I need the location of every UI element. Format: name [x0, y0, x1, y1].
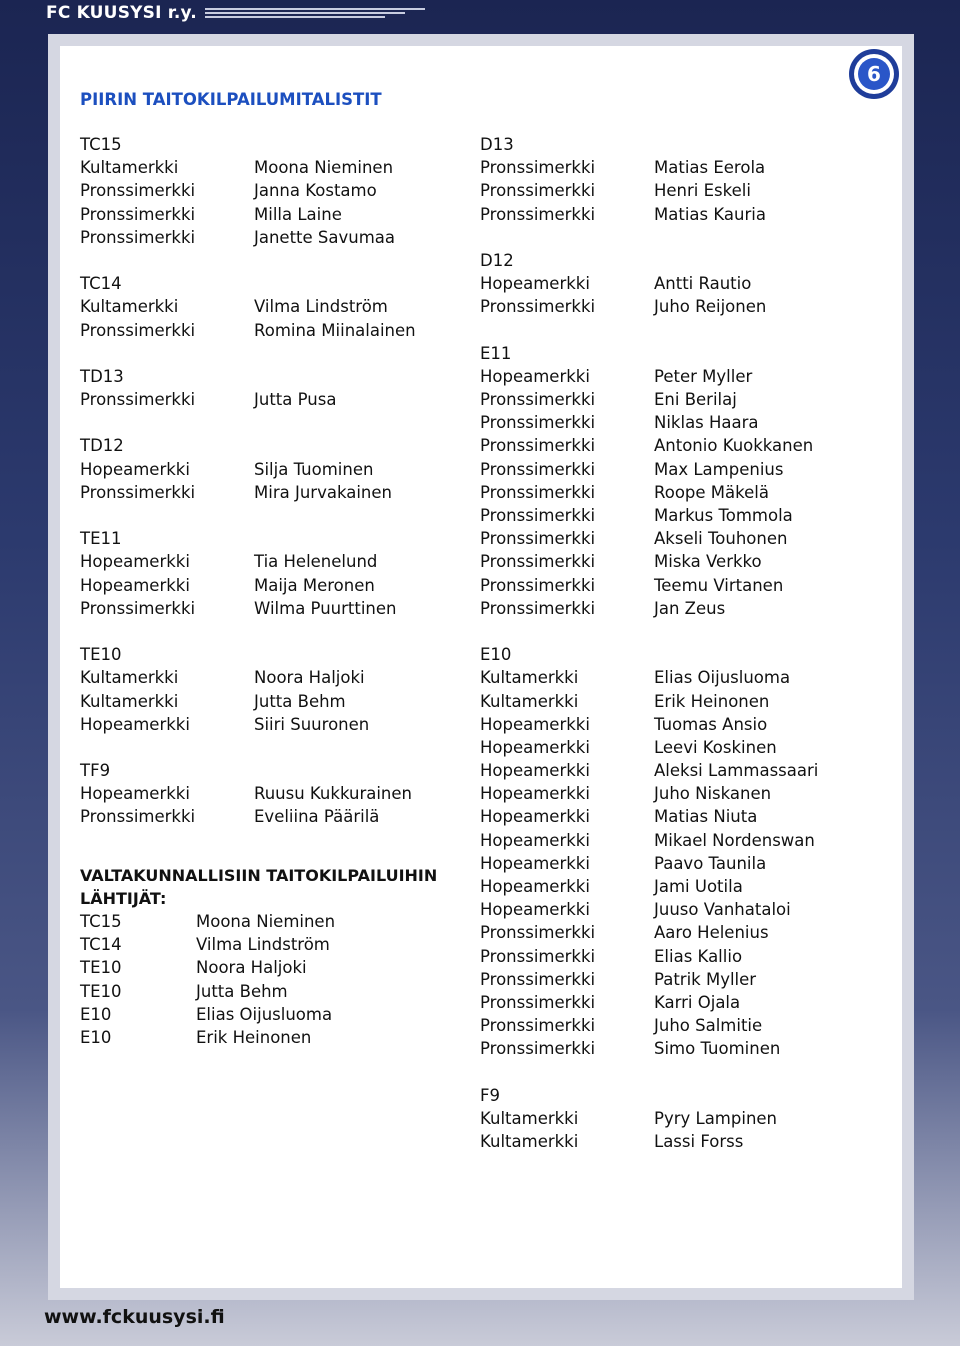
national-name: Erik Heinonen	[196, 1027, 312, 1047]
medal-row	[80, 458, 460, 481]
medal-type: Pronssimerkki	[480, 459, 596, 479]
group-spacer	[80, 620, 460, 643]
medal-row	[80, 713, 460, 736]
medal-row	[480, 295, 900, 318]
medal-type: Pronssimerkki	[480, 529, 596, 549]
player-name: Patrik Myller	[654, 969, 757, 989]
medal-type: Kultamerkki	[80, 158, 179, 178]
player-name: Aleksi Lammassaari	[654, 761, 819, 781]
player-name: Milla Laine	[254, 204, 342, 224]
national-category: TE10	[80, 981, 122, 1001]
player-name: Tia Helenelund	[254, 552, 378, 572]
player-name: Matias Eerola	[654, 158, 766, 178]
category-heading: E11	[480, 343, 512, 363]
medal-type: Hopeamerkki	[480, 877, 590, 896]
brand-name: FC KUUSYSI r.y.	[46, 3, 197, 23]
medal-row	[480, 921, 900, 944]
group-spacer	[480, 620, 900, 643]
player-name: Jami Uotila	[654, 877, 743, 896]
category-heading: TF9	[80, 761, 111, 781]
medal-row	[480, 1107, 900, 1130]
player-name: Juuso Vanhataloi	[654, 900, 791, 920]
medal-row	[480, 898, 900, 921]
group-spacer	[480, 319, 900, 342]
club-logo	[848, 48, 900, 100]
medal-type: Pronssimerkki	[80, 181, 196, 201]
medal-type: Pronssimerkki	[480, 390, 596, 410]
player-name: Janna Kostamo	[254, 181, 377, 201]
medal-row	[480, 736, 900, 759]
medal-type: Pronssimerkki	[480, 923, 596, 943]
medal-type: Pronssimerkki	[480, 946, 596, 966]
national-category: TE10	[80, 958, 122, 978]
right-column	[480, 133, 900, 1153]
player-name: Vilma Lindström	[254, 297, 388, 317]
medal-row	[80, 666, 460, 689]
player-name: Mikael Nordenswan	[654, 830, 815, 850]
medal-type: Hopeamerkki	[480, 900, 590, 920]
medal-row	[480, 458, 900, 481]
national-row	[80, 980, 460, 1003]
medal-row	[80, 179, 460, 202]
medal-type: Pronssimerkki	[480, 181, 596, 201]
medal-type: Hopeamerkki	[480, 853, 590, 873]
left-column	[80, 133, 460, 1049]
group-spacer	[80, 504, 460, 527]
player-name: Elias Kallio	[654, 946, 743, 966]
medal-type: Pronssimerkki	[480, 1039, 596, 1059]
medal-type: Pronssimerkki	[480, 992, 596, 1012]
category-heading: D13	[480, 135, 514, 154]
national-name: Vilma Lindström	[196, 935, 330, 955]
player-name: Elias Oijusluoma	[654, 668, 791, 688]
medal-type: Pronssimerkki	[480, 598, 596, 618]
medal-type: Pronssimerkki	[80, 320, 196, 340]
medal-row	[480, 179, 900, 202]
brand-decoration	[205, 6, 425, 20]
medal-row	[80, 597, 460, 620]
medal-type: Pronssimerkki	[80, 807, 196, 827]
player-name: Karri Ojala	[654, 992, 741, 1012]
medal-type: Kultamerkki	[480, 1108, 579, 1128]
national-title-line1: VALTAKUNNALLISIIN TAITOKILPAILUIHIN	[80, 865, 438, 885]
medal-row	[480, 434, 900, 457]
player-name: Miska Verkko	[654, 552, 762, 572]
medal-row	[480, 203, 900, 226]
player-name: Leevi Koskinen	[654, 737, 777, 757]
medal-type: Hopeamerkki	[80, 552, 190, 572]
medal-type: Pronssimerkki	[480, 969, 596, 989]
group-spacer	[80, 342, 460, 365]
brand-header	[46, 3, 425, 23]
medal-type: Pronssimerkki	[480, 482, 596, 502]
medal-row	[480, 411, 900, 434]
player-name: Lassi Forss	[654, 1132, 744, 1152]
player-name: Juho Niskanen	[654, 784, 772, 804]
category-heading: TD13	[80, 366, 124, 386]
player-name: Wilma Puurttinen	[254, 598, 397, 618]
player-name: Roope Mäkelä	[654, 482, 769, 502]
category-heading: D12	[480, 250, 514, 270]
medal-row	[80, 481, 460, 504]
player-name: Jutta Behm	[254, 691, 346, 711]
medal-row	[480, 550, 900, 573]
medal-type: Kultamerkki	[480, 691, 579, 711]
player-name: Eveliina Päärilä	[254, 807, 380, 827]
medal-type: Hopeamerkki	[480, 761, 590, 781]
medal-row	[480, 852, 900, 875]
national-category: TC15	[80, 912, 122, 932]
player-name: Eni Berilaj	[654, 390, 737, 410]
national-name: Elias Oijusluoma	[196, 1004, 333, 1024]
player-name: Aaro Helenius	[654, 923, 769, 943]
medal-row	[480, 1130, 900, 1153]
medal-type: Hopeamerkki	[80, 459, 190, 479]
player-name: Silja Tuominen	[254, 459, 374, 479]
national-section	[80, 864, 460, 1050]
player-name: Mira Jurvakainen	[254, 482, 392, 502]
medal-row	[480, 156, 900, 179]
national-name: Jutta Behm	[196, 981, 288, 1001]
medal-row	[480, 968, 900, 991]
medal-type: Pronssimerkki	[480, 204, 596, 224]
medal-row	[480, 945, 900, 968]
medal-type: Pronssimerkki	[480, 575, 596, 595]
player-name: Juho Reijonen	[654, 297, 767, 317]
medal-type: Pronssimerkki	[80, 390, 196, 410]
medal-type: Hopeamerkki	[480, 366, 590, 386]
national-category: E10	[80, 1004, 112, 1024]
player-name: Maija Meronen	[254, 575, 375, 595]
medal-type: Hopeamerkki	[480, 737, 590, 757]
medal-type: Hopeamerkki	[80, 714, 190, 734]
medal-type: Kultamerkki	[80, 297, 179, 317]
player-name: Romina Miinalainen	[254, 320, 416, 340]
category-heading: E10	[480, 645, 512, 665]
player-name: Teemu Virtanen	[654, 575, 784, 595]
category-heading: TE11	[80, 529, 122, 549]
medal-row	[80, 319, 460, 342]
medal-type: Pronssimerkki	[80, 227, 196, 247]
player-name: Max Lampenius	[654, 459, 784, 479]
player-name: Juho Salmitie	[654, 1016, 763, 1036]
player-name: Antti Rautio	[654, 274, 752, 294]
player-name: Ruusu Kukkurainen	[254, 784, 412, 804]
category-heading: F9	[480, 1085, 500, 1105]
right-medal-list	[480, 133, 900, 1153]
medal-row	[480, 805, 900, 828]
medal-type: Hopeamerkki	[480, 274, 590, 294]
national-row	[80, 956, 460, 979]
medal-row	[480, 782, 900, 805]
medal-row	[80, 295, 460, 318]
medal-row	[80, 574, 460, 597]
medal-row	[480, 365, 900, 388]
national-name: Noora Haljoki	[196, 958, 307, 978]
national-row	[80, 933, 460, 956]
medal-type: Kultamerkki	[80, 691, 179, 711]
medal-row	[480, 597, 900, 620]
player-name: Henri Eskeli	[654, 181, 751, 201]
national-title-line2: LÄHTIJÄT:	[80, 888, 167, 908]
medal-row	[480, 574, 900, 597]
medal-type: Hopeamerkki	[80, 575, 190, 595]
player-name: Siiri Suuronen	[254, 714, 370, 734]
medal-type: Pronssimerkki	[480, 436, 596, 456]
medal-row	[480, 690, 900, 713]
medal-type: Pronssimerkki	[480, 297, 596, 317]
national-name: Moona Nieminen	[196, 912, 336, 932]
medal-row	[480, 875, 900, 898]
medal-row	[480, 481, 900, 504]
player-name: Moona Nieminen	[254, 158, 394, 178]
group-spacer	[480, 1061, 900, 1084]
player-name: Simo Tuominen	[654, 1039, 781, 1059]
medal-type: Pronssimerkki	[480, 1016, 596, 1036]
medal-row	[480, 272, 900, 295]
medal-row	[80, 226, 460, 249]
medal-type: Kultamerkki	[80, 668, 179, 688]
medal-type: Pronssimerkki	[80, 482, 196, 502]
player-name: Antonio Kuokkanen	[654, 436, 814, 456]
medal-row	[480, 504, 900, 527]
group-spacer	[80, 736, 460, 759]
medal-row	[480, 829, 900, 852]
category-heading: TC14	[80, 274, 122, 294]
medal-type: Kultamerkki	[480, 668, 579, 688]
national-list	[80, 910, 460, 1049]
medal-type: Hopeamerkki	[480, 784, 590, 804]
player-name: Noora Haljoki	[254, 668, 365, 688]
player-name: Jan Zeus	[654, 598, 726, 618]
medal-row	[80, 203, 460, 226]
player-name: Jutta Pusa	[254, 390, 337, 410]
medal-row	[480, 991, 900, 1014]
medal-type: Kultamerkki	[480, 1132, 579, 1152]
national-category: TC14	[80, 935, 122, 955]
medal-row	[80, 388, 460, 411]
category-heading: TC15	[80, 135, 122, 154]
medal-row	[80, 782, 460, 805]
medal-type: Pronssimerkki	[80, 598, 196, 618]
medal-row	[80, 156, 460, 179]
svg-text:6: 6	[867, 62, 881, 86]
medal-row	[480, 1014, 900, 1037]
group-spacer	[480, 226, 900, 249]
national-row	[80, 910, 460, 933]
player-name: Erik Heinonen	[654, 691, 770, 711]
medal-row	[80, 690, 460, 713]
medal-type: Hopeamerkki	[480, 830, 590, 850]
national-row	[80, 1003, 460, 1026]
medal-type: Hopeamerkki	[480, 714, 590, 734]
medal-type: Pronssimerkki	[80, 204, 196, 224]
player-name: Niklas Haara	[654, 413, 759, 433]
medal-type: Hopeamerkki	[80, 784, 190, 804]
category-heading: TE10	[80, 645, 122, 665]
medal-row	[480, 713, 900, 736]
medal-type: Pronssimerkki	[480, 413, 596, 433]
medal-row	[80, 805, 460, 828]
medal-row	[480, 759, 900, 782]
player-name: Peter Myller	[654, 366, 753, 386]
player-name: Matias Niuta	[654, 807, 758, 827]
national-category: E10	[80, 1027, 112, 1047]
category-heading: TD12	[80, 436, 124, 456]
medal-type: Pronssimerkki	[480, 552, 596, 572]
footer-url[interactable]: www.fckuusysi.fi	[44, 1306, 225, 1328]
player-name: Pyry Lampinen	[654, 1108, 778, 1128]
player-name: Markus Tommola	[654, 506, 793, 525]
player-name: Tuomas Ansio	[654, 714, 768, 734]
group-spacer	[80, 411, 460, 434]
medal-type: Hopeamerkki	[480, 807, 590, 827]
medal-row	[480, 666, 900, 689]
player-name: Janette Savumaa	[254, 227, 396, 247]
medal-type: Pronssimerkki	[480, 506, 596, 525]
player-name: Akseli Touhonen	[654, 529, 788, 549]
national-row	[80, 1026, 460, 1049]
player-name: Paavo Taunila	[654, 853, 767, 873]
medal-row	[480, 527, 900, 550]
medal-row	[480, 1037, 900, 1060]
page-title: PIIRIN TAITOKILPAILUMITALISTIT	[80, 90, 382, 109]
medal-row	[480, 388, 900, 411]
medal-row	[80, 550, 460, 573]
left-medal-list	[80, 133, 460, 829]
group-spacer	[80, 249, 460, 272]
player-name: Matias Kauria	[654, 204, 766, 224]
medal-type: Pronssimerkki	[480, 158, 596, 178]
